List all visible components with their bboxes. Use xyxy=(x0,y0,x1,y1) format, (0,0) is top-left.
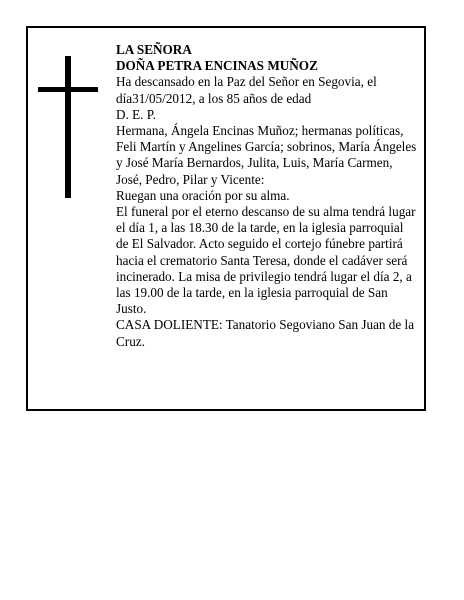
deceased-title: LA SEÑORA xyxy=(116,42,192,57)
obituary-text xyxy=(116,42,418,350)
cross-horizontal-bar xyxy=(38,87,98,92)
funeral-home: CASA DOLIENTE: Tanatorio Segoviano San Juan de la Cruz. xyxy=(116,317,415,349)
prayer-request: Ruegan una oración por su alma. xyxy=(116,187,290,203)
funeral-details: El funeral por el eterno descanso de su alma tendrá lugar el día 1, a las 18.30 de la tarde, en la iglesia parroquial de El Salvador. Acto seguido el cortejo fúnebre partirá hacia el crematorio Santa Teresa, donde el cadáver será incinerado. La misa de privilegio tendrá lugar el día 2, a las 19.00 de la tarde, en la iglesia parroquial de San Justo. xyxy=(116,204,416,317)
obituary-notice-frame xyxy=(26,26,426,411)
cross-icon xyxy=(38,56,98,198)
deceased-name: DOÑA PETRA ENCINAS MUÑOZ xyxy=(116,58,318,74)
cross-vertical-bar xyxy=(65,56,71,198)
rip-abbreviation: D. E. P. xyxy=(116,106,156,122)
death-announcement: Ha descansado en la Paz del Señor en Segovia, el día31/05/2012, a los 85 años de edad xyxy=(116,74,377,106)
family-list: Hermana, Ángela Encinas Muñoz; hermanas políticas, Feli Martín y Angelines García; sobrinos, María Ángeles y José María Bernardos, Julita, Luis, María Carmen, José, Pedro, Pilar y Vicente: xyxy=(116,123,417,187)
